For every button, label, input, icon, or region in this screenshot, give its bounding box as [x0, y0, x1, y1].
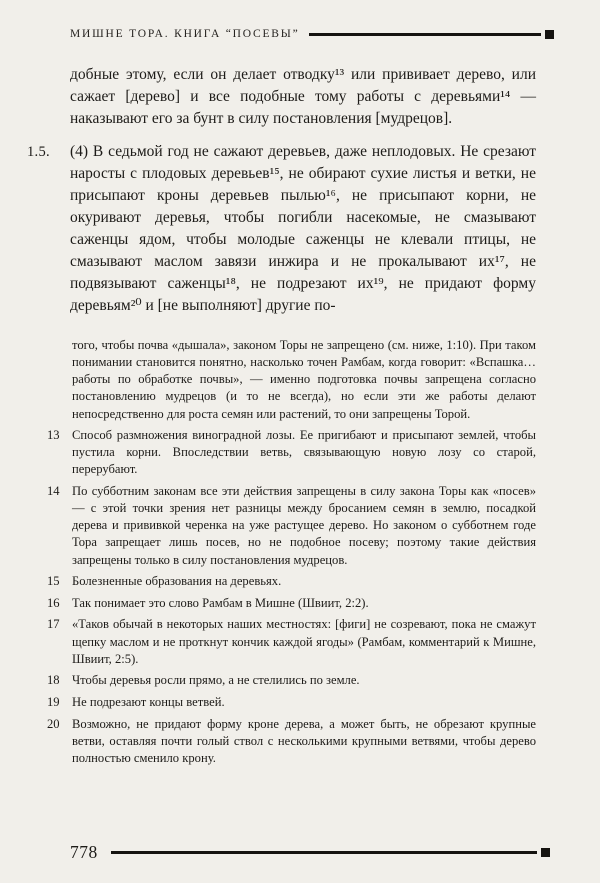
footnote-continuation: того, чтобы почва «дышала», законом Торы не запрещено (см. ниже, 1:10). При таком понимании становится понятно, насколько точен Рамбам, когда говорит: «Вспашка… работы по обработке почвы», — именно подготовка почвы запрещена согласно постановлению мудрецов (и то не всегда), но если эти же работы делают непосредственно для роста семян или растений, то они запрещены Торой.: [72, 338, 536, 421]
page-footer: [70, 842, 550, 863]
footnote-number: 16: [47, 595, 60, 610]
footnote-number: 20: [47, 716, 60, 731]
footnote-text: Болезненные образования на деревьях.: [72, 574, 282, 589]
footnote-number: 14: [47, 484, 60, 498]
footnote-text: Не подрезают концы ветвей.: [72, 694, 225, 709]
footnote-number: 19: [47, 694, 60, 709]
body-paragraph-2: [27, 141, 536, 317]
running-head-title: МИШНЕ ТОРА. КНИГА “ПОСЕВЫ”: [70, 28, 300, 40]
body-paragraph-1: добные этому, если он делает отводку¹³ или прививает дерево, или сажает [дерево] и все подобные тому работы с деревьями¹⁴ — наказывают его за бунт в силу постановления [мудрецов].: [70, 66, 536, 127]
margin-section-number: 1.5.: [27, 144, 50, 160]
footnote-item: [47, 716, 536, 767]
running-head: [70, 28, 554, 40]
header-rule: [309, 33, 541, 36]
footnote-text: По субботним законам все эти действия запрещены в силу закона Торы как «посев» — с этой точки зрения нет разницы между бросанием семян в землю, посадкой дерева и прививкой черенка на уже растущее дерево. Но законом о субботнем годе Тора запрещает лишь посев, но не подобное посеву; поэтому такие действия запрещены только в силу постановления мудрецов.: [72, 484, 536, 567]
page-number: 778: [70, 842, 98, 862]
footnote-number: 15: [47, 574, 60, 589]
footnote-number: 13: [47, 428, 60, 443]
footnote-number: 18: [47, 673, 60, 688]
footnote-text: Так понимает это слово Рамбам в Мишне (Швиит, 2:2).: [72, 595, 369, 610]
header-end-square-icon: [545, 30, 554, 39]
footer-end-square-icon: [541, 848, 550, 857]
footnote-item: [47, 672, 536, 689]
footnote-item: [47, 694, 536, 711]
footnote-item: [47, 595, 536, 612]
footnote-text: Возможно, не придают форму кроне дерева, а может быть, не обрезают крупные ветви, оставляя почти голый ствол с несколькими крупными ветвями, чтобы дерево полностью сменило крону.: [72, 716, 536, 765]
footnote-number: 17: [47, 617, 60, 632]
footer-rule: [111, 851, 537, 854]
footnotes: [47, 337, 536, 767]
footnote-item: [47, 483, 536, 569]
footnote-item: [47, 616, 536, 667]
footnote-text: «Таков обычай в некоторых наших местностях: [фиги] не созревают, пока не смажут щепку маслом и не проткнут кончик каждой ягоды» (Рамбам, комментарий к Мишне, Швиит, 2:5).: [72, 617, 536, 666]
footnote-item: [47, 573, 536, 590]
footnote-item: [47, 427, 536, 478]
body-paragraph-2-text: (4) В седьмой год не сажают деревьев, даже неплодовых. Не срезают наросты с плодовых деревьев¹⁵, не обирают сухие листья и ветки, не присыпают кроны деревьев пылью¹⁶, не присыпают корни, не окуривают деревья, чтобы погибли насекомые, не смазывают саженцы ядом, чтобы молодые саженцы не клевали птицы, не смазывают маслом завязи инжира и не прокалывают их¹⁷, не подвязывают саженцы¹⁸, не подрезают их¹⁹, не придают форму деревьям²⁰ и [не выполняют] другие по-: [70, 143, 536, 314]
footnote-text: Чтобы деревья росли прямо, а не стелились по земле.: [72, 673, 360, 688]
footnote-text: Способ размножения виноградной лозы. Ее пригибают и присыпают землей, чтобы пустила корни. Впоследствии ветвь, связывающую новую лозу со старой, перерубают.: [72, 428, 536, 477]
main-text: [27, 64, 536, 317]
